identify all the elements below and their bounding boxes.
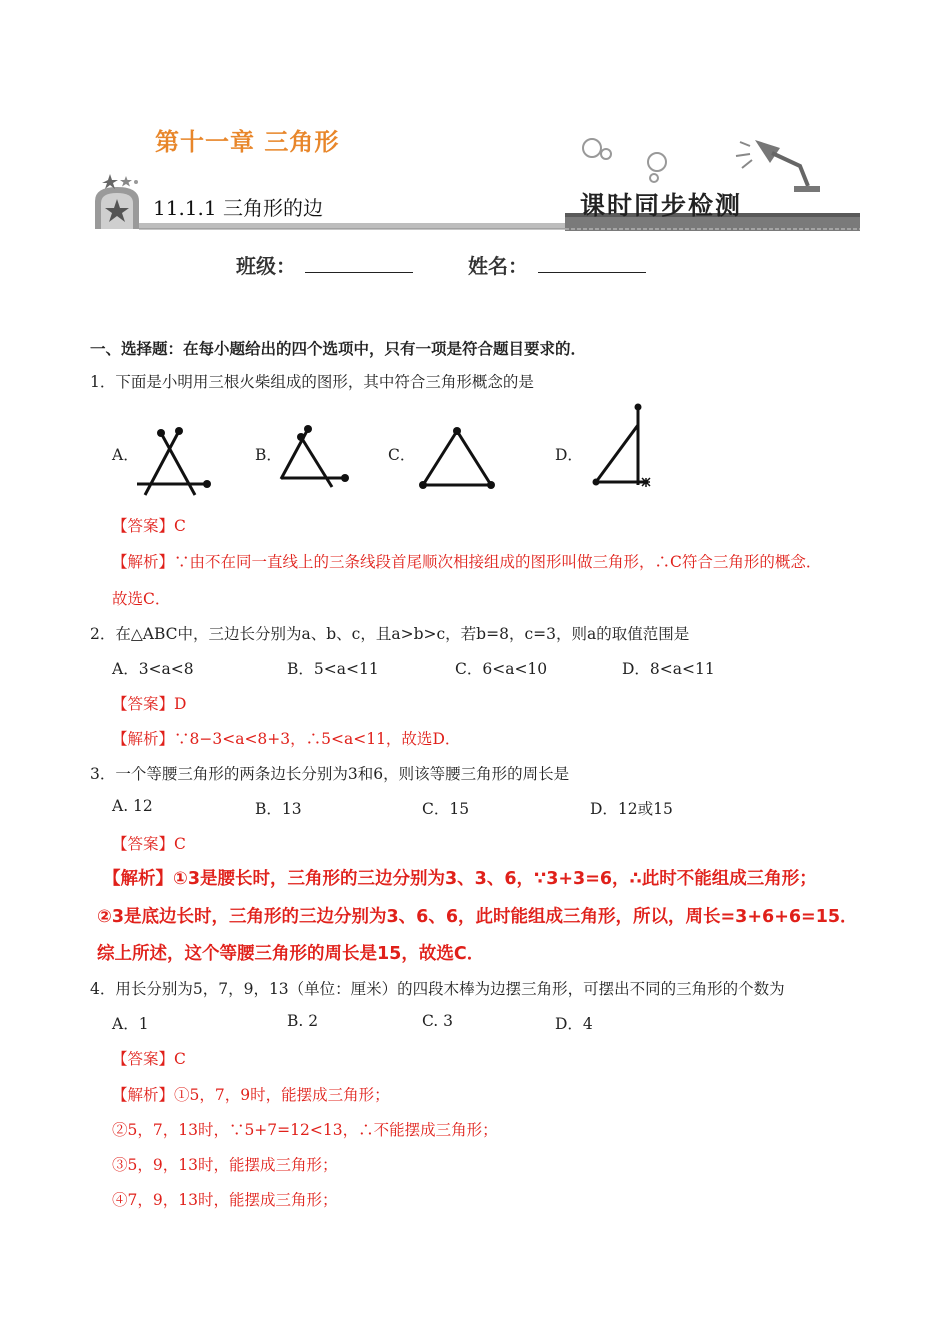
q4-option-d: D．4 xyxy=(555,1015,593,1033)
q1-option-a: A． xyxy=(112,446,139,464)
q1-stem: 1．下面是小明用三根火柴组成的图形，其中符合三角形概念的是 xyxy=(90,373,534,391)
q4-answer: 【答案】C xyxy=(112,1050,186,1068)
q4-option-c: C. 3 xyxy=(422,1012,454,1030)
q4-option-b: B. 2 xyxy=(287,1012,319,1030)
q3-option-c: C．15 xyxy=(422,800,470,818)
name-blank-field[interactable] xyxy=(538,250,646,273)
q4-analysis-line-2: ②5，7，13时，∵5+7=12<13，∴不能摆成三角形； xyxy=(112,1121,498,1139)
q2-option-d: D．8<a<11 xyxy=(622,660,715,678)
name-label: 姓名： xyxy=(468,254,528,278)
chapter-title: 第十一章 三角形 xyxy=(155,128,340,156)
q3-option-b: B．13 xyxy=(255,800,302,818)
matchstick-figure-d xyxy=(590,403,660,493)
q2-answer: 【答案】D xyxy=(112,695,187,713)
q1-answer: 【答案】C xyxy=(112,517,186,535)
class-label: 班级： xyxy=(236,254,296,278)
q2-stem: 2．在△ABC中，三边长分别为a、b、c，且a>b>c，若b=8，c=3，则a的取值范围是 xyxy=(90,625,690,643)
q4-option-a: A．1 xyxy=(112,1015,149,1033)
matchstick-figure-c xyxy=(415,425,500,490)
q1-option-d: D． xyxy=(555,446,583,464)
q2-option-a: A．3<a<8 xyxy=(112,660,194,678)
q4-analysis-line-4: ④7，9，13时，能摆成三角形； xyxy=(112,1191,338,1209)
section-title: 11.1.1 三角形的边 xyxy=(153,196,323,220)
q1-analysis-line-1: 【解析】∵由不在同一直线上的三条线段首尾顺次相接组成的图形叫做三角形，∴C符合三角形的概念． xyxy=(112,553,822,571)
q4-stem: 4．用长分别为5，7，9，13（单位：厘米）的四段木棒为边摆三角形，可摆出不同的三角形的个数为 xyxy=(90,980,785,998)
q1-option-c: C． xyxy=(388,446,416,464)
class-blank-field[interactable] xyxy=(305,250,413,273)
q3-answer: 【答案】C xyxy=(112,835,186,853)
q3-analysis-line-2: ②3是底边长时，三角形的三边分别为3、6、6，此时能组成三角形，所以，周长=3+6+6=15． xyxy=(97,907,858,927)
q3-option-a: A. 12 xyxy=(112,797,153,815)
matchstick-figure-a xyxy=(135,425,215,500)
q4-analysis-line-3: ③5，9，13时，能摆成三角形； xyxy=(112,1156,338,1174)
matchstick-figure-b xyxy=(275,425,355,490)
q1-option-b: B． xyxy=(255,446,282,464)
q2-option-b: B．5<a<11 xyxy=(287,660,379,678)
q1-analysis-line-2: 故选C． xyxy=(112,590,171,608)
q2-analysis: 【解析】∵8−3<a<8+3，∴5<a<11，故选D． xyxy=(112,730,461,748)
banner-title: 课时同步检测 xyxy=(580,191,743,220)
q3-stem: 3．一个等腰三角形的两条边长分别为3和6，则该等腰三角形的周长是 xyxy=(90,765,570,783)
q3-option-d: D．12或15 xyxy=(590,800,673,818)
q3-analysis-line-3: 综上所述，这个等腰三角形的周长是15，故选C． xyxy=(97,944,485,964)
q3-analysis-line-1: 【解析】①3是腰长时，三角形的三边分别为3、3、6，∵3+3=6，∴此时不能组成三角形； xyxy=(103,869,817,889)
small-stars-icon xyxy=(100,172,140,192)
q2-option-c: C．6<a<10 xyxy=(455,660,548,678)
section-heading: 一、选择题：在每小题给出的四个选项中，只有一项是符合题目要求的． xyxy=(90,339,587,358)
q4-analysis-line-1: 【解析】①5，7，9时，能摆成三角形； xyxy=(112,1086,390,1104)
